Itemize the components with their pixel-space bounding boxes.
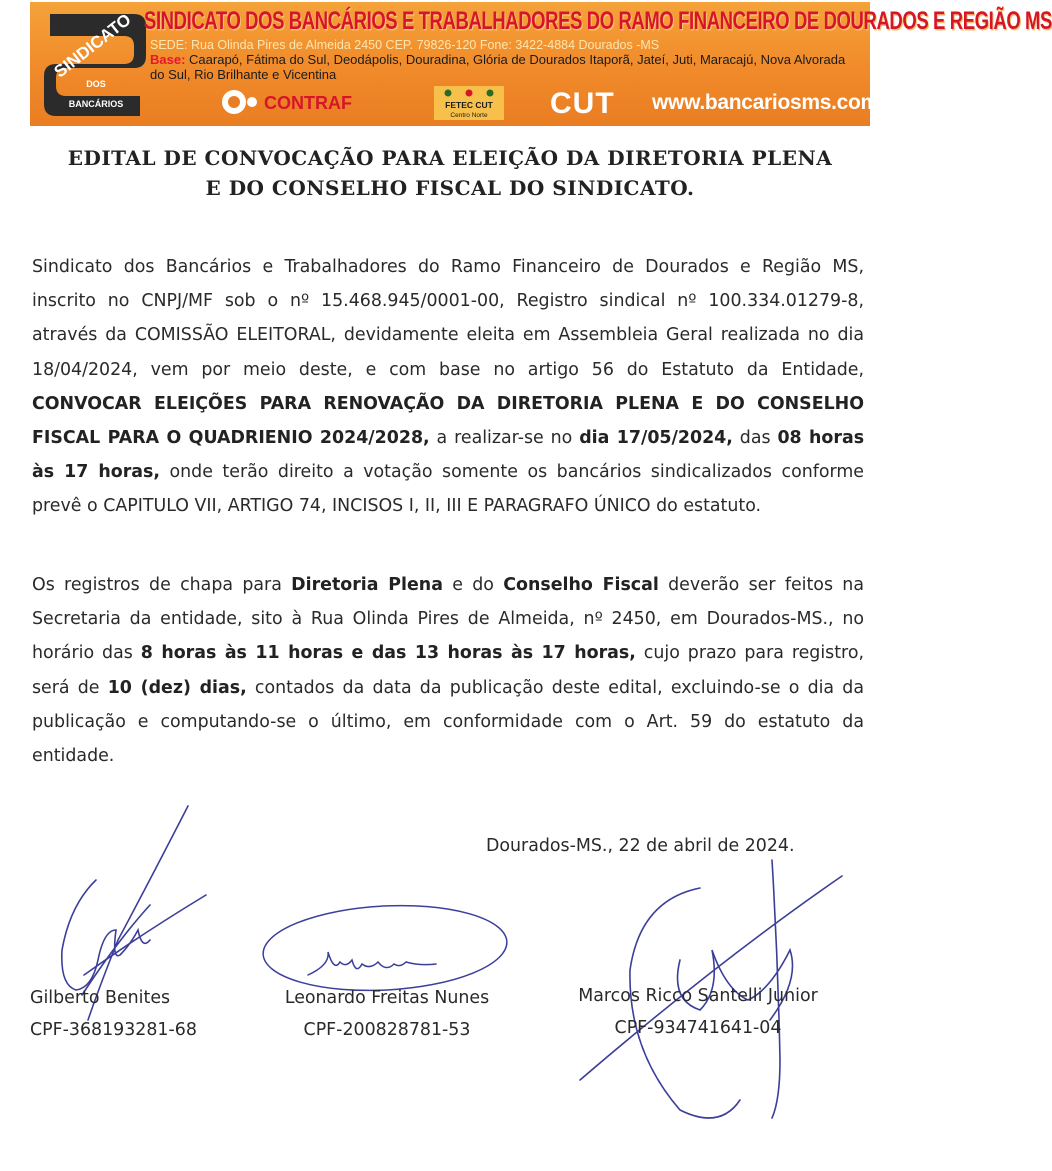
p2-text-2: e do bbox=[442, 575, 504, 595]
p1-bold-2: dia 17/05/2024, bbox=[579, 428, 733, 449]
date-line: Dourados-MS., 22 de abril de 2024. bbox=[486, 836, 795, 856]
base-cities bbox=[150, 52, 862, 82]
contraf-text: CONTRAF bbox=[264, 93, 352, 113]
title-line-2: E DO CONSELHO FISCAL DO SINDICATO. bbox=[205, 176, 695, 200]
p1-text-3: das bbox=[732, 428, 778, 449]
p2-text-1: Os registros de chapa para bbox=[32, 575, 292, 595]
p1-text-4: onde terão direito a votação somente os bancários sindicalizados conforme prevê o CAPITULO VII, ARTIGO 74, INCISOS I, II, III E PARAGRAFO ÚNICO do estatuto. bbox=[32, 462, 864, 517]
title-line-1: EDITAL DE CONVOCAÇÃO PARA ELEIÇÃO DA DIRETORIA PLENA bbox=[67, 146, 833, 170]
registration-paragraph bbox=[32, 568, 864, 773]
signatory-2-cpf: CPF-200828781-53 bbox=[303, 1020, 471, 1040]
p2-text-4: cujo prazo para registro, será de bbox=[32, 643, 864, 698]
signatory-2-name: Leonardo Freitas Nunes bbox=[284, 988, 490, 1008]
signatory-2 bbox=[262, 982, 512, 1046]
p2-text-3: deverão ser feitos na Secretaria da entidade, sito à Rua Olinda Pires de Almeida, nº 2450, em Dourados-MS., no horário das bbox=[32, 575, 864, 664]
contraf-logo bbox=[220, 88, 370, 116]
p2-text-5: contados da data da publicação deste edital, excluindo-se o dia da publicação e computando-se o último, em conformidade com o Art. 59 do estatuto da entidade. bbox=[32, 677, 864, 767]
p2-bold-3: 8 horas às 11 horas e das 13 horas às 17 horas, bbox=[140, 643, 636, 664]
logo-text-mid: DOS bbox=[86, 79, 106, 89]
union-name: SINDICATO DOS BANCÁRIOS E TRABALHADORES DO RAMO FINANCEIRO DE DOURADOS E REGIÃO MS bbox=[144, 6, 1052, 35]
p1-text-2: a realizar-se no bbox=[429, 428, 580, 449]
p2-bold-2: Conselho Fiscal bbox=[503, 575, 659, 595]
letterhead-banner bbox=[30, 2, 1052, 126]
logo-text-bottom: BANCÁRIOS bbox=[68, 99, 124, 109]
base-label: Base: bbox=[150, 52, 186, 67]
union-logo bbox=[36, 6, 154, 124]
p1-bold-3: 08 horas às 17 horas, bbox=[32, 428, 865, 483]
affiliation-logos bbox=[220, 86, 905, 122]
signatory-3-cpf: CPF-934741641-04 bbox=[614, 1018, 782, 1038]
p2-bold-4: 10 (dez) dias, bbox=[107, 677, 247, 698]
p1-bold-1: CONVOCAR ELEIÇÕES PARA RENOVAÇÃO DA DIRETORIA PLENA E DO CONSELHO FISCAL PARA O QUADRIENIO 2024/2028, bbox=[32, 393, 864, 449]
signatory-1-name: Gilberto Benites bbox=[30, 988, 171, 1008]
signatory-1 bbox=[30, 982, 197, 1046]
convocation-paragraph bbox=[32, 250, 864, 524]
p1-text-1: Sindicato dos Bancários e Trabalhadores do Ramo Financeiro de Dourados e Região MS, inscrito no CNPJ/MF sob o nº 15.468.945/0001-00, Registro sindical nº 100.334.01279-8, através da COMISSÃO ELEITORAL, devidamente eleita em Assembleia Geral realizada no dia 18/04/2024, vem por meio deste, e com base no artigo 56 do Estatuto da Entidade, bbox=[32, 257, 864, 380]
p2-bold-1: Diretoria Plena bbox=[291, 575, 443, 595]
headquarters-address: SEDE: Rua Olinda Pires de Almeida 2450 CEP. 79826-120 Fone: 3422-4884 Dourados -MS bbox=[150, 38, 660, 52]
signatory-3 bbox=[550, 980, 846, 1044]
logo-text-top: SINDICATO bbox=[50, 9, 135, 82]
signatory-1-cpf: CPF-368193281-68 bbox=[30, 1020, 197, 1040]
base-cities-text: Caarapó, Fátima do Sul, Deodápolis, Douradina, Glória de Dourados Itaporã, Jateí, Juti, Maracajú, Nova Alvorada do Sul, Rio Brilhante e Vicentina bbox=[150, 52, 846, 82]
fetec-sub-text: Centro Norte bbox=[450, 112, 488, 119]
website-url: www.bancariosms.com.br bbox=[652, 91, 905, 114]
fetec-text: FETEC CUT bbox=[445, 100, 493, 110]
document-title bbox=[30, 143, 870, 203]
signatory-3-name: Marcos Ricco Santelli Junior bbox=[578, 986, 818, 1006]
cut-logo: CUT bbox=[550, 87, 615, 120]
fetec-logo bbox=[434, 86, 504, 120]
